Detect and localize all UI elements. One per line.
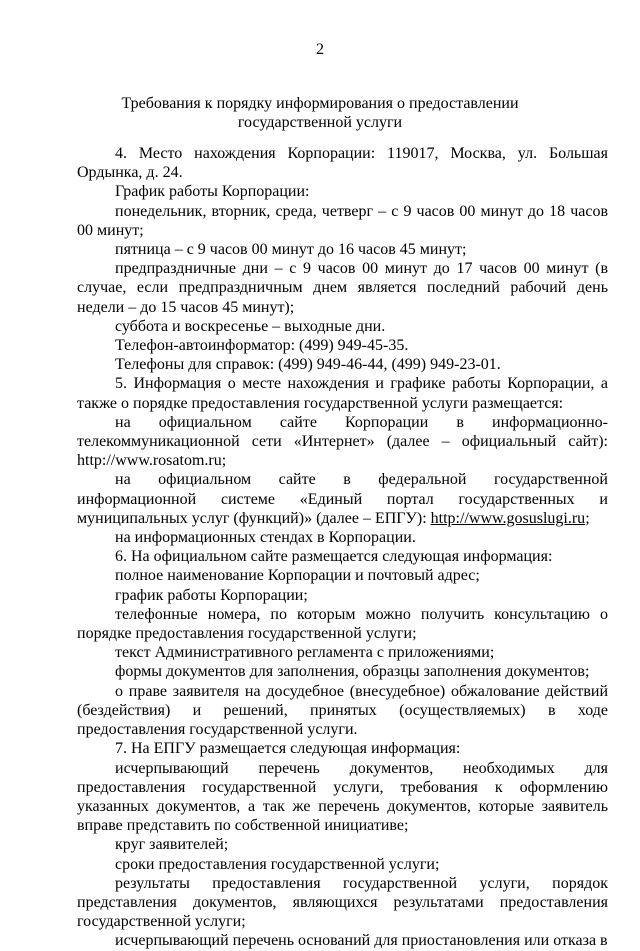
paragraph-text: ; — [585, 509, 590, 527]
paragraph: понедельник, вторник, среда, четверг – с 9 часов 00 минут до 18 часов 00 минут; — [77, 202, 608, 239]
paragraph: 6. На официальном сайте размещается следующая информация: — [115, 548, 553, 566]
paragraph: круг заявителей; — [115, 836, 229, 854]
paragraph: 7. На ЕПГУ размещается следующая информация: — [115, 740, 461, 758]
paragraph: пятница – с 9 часов 00 минут до 16 часов 45 минут; — [115, 241, 467, 259]
paragraph: полное наименование Корпорации и почтовый адрес; — [115, 567, 480, 585]
paragraph: График работы Корпорации: — [115, 183, 310, 201]
paragraph: на официальном сайте Корпорации в информационно-телекоммуникационной сети «Интернет» (далее – официальный сайт): http://www.rosatom.ru; — [77, 413, 608, 470]
paragraph: 4. Место нахождения Корпорации: 119017, Москва, ул. Большая Ордынка, д. 24. — [77, 145, 608, 182]
section-heading-line-2: государственной услуги — [237, 114, 403, 131]
paragraph: текст Административного регламента с приложениями; — [115, 644, 495, 662]
gosuslugi-link[interactable]: http://www.gosuslugi.ru — [430, 509, 586, 527]
section-heading — [100, 94, 540, 132]
paragraph: 5. Информация о месте нахождения и графике работы Корпорации, а также о порядке предоставления государственной услуги размещается: — [77, 375, 608, 412]
paragraph: результаты предоставления государственной услуги, порядок представления документов, являющихся результатами предоставления государственной услуги; — [77, 874, 608, 931]
document-body — [77, 144, 608, 951]
paragraph-with-link — [77, 470, 608, 528]
paragraph: формы документов для заполнения, образцы заполнения документов; — [115, 663, 590, 681]
paragraph-text: на официальном сайте в федеральной государственной информационной системе «Единый портал государственных и муниципальных услуг (функций)» (далее – ЕПГУ): — [77, 471, 608, 527]
paragraph: исчерпывающий перечень документов, необходимых для предоставления государственной услуги, требования к оформлению указанных документов, а так же перечень документов, которые заявитель вправе представить по собственной инициативе; — [77, 759, 608, 835]
paragraph: о праве заявителя на досудебное (внесудебное) обжалование действий (бездействия) и решений, принятых (осуществляемых) в ходе предоставления государственной услуги. — [77, 682, 608, 739]
paragraph: Телефон-автоинформатор: (499) 949-45-35. — [115, 337, 409, 355]
paragraph: предпраздничные дни – с 9 часов 00 минут до 17 часов 00 минут (в случае, если предпраздничным днем является последний рабочий день недели – до 15 часов 45 минут); — [77, 260, 608, 316]
paragraph: Телефоны для справок: (499) 949-46-44, (499) 949-23-01. — [115, 356, 501, 374]
paragraph: телефонные номера, по которым можно получить консультацию о порядке предоставления государственной услуги; — [77, 605, 608, 643]
paragraph: на информационных стендах в Корпорации. — [115, 529, 416, 547]
section-heading-line-1: Требования к порядку информирования о предоставлении — [121, 95, 519, 112]
paragraph: исчерпывающий перечень оснований для приостановления или отказа в — [115, 932, 608, 950]
page-number: 2 — [316, 41, 324, 58]
paragraph: суббота и воскресенье – выходные дни. — [115, 317, 386, 335]
paragraph: график работы Корпорации; — [115, 586, 308, 604]
paragraph: сроки предоставления государственной услуги; — [115, 855, 440, 873]
